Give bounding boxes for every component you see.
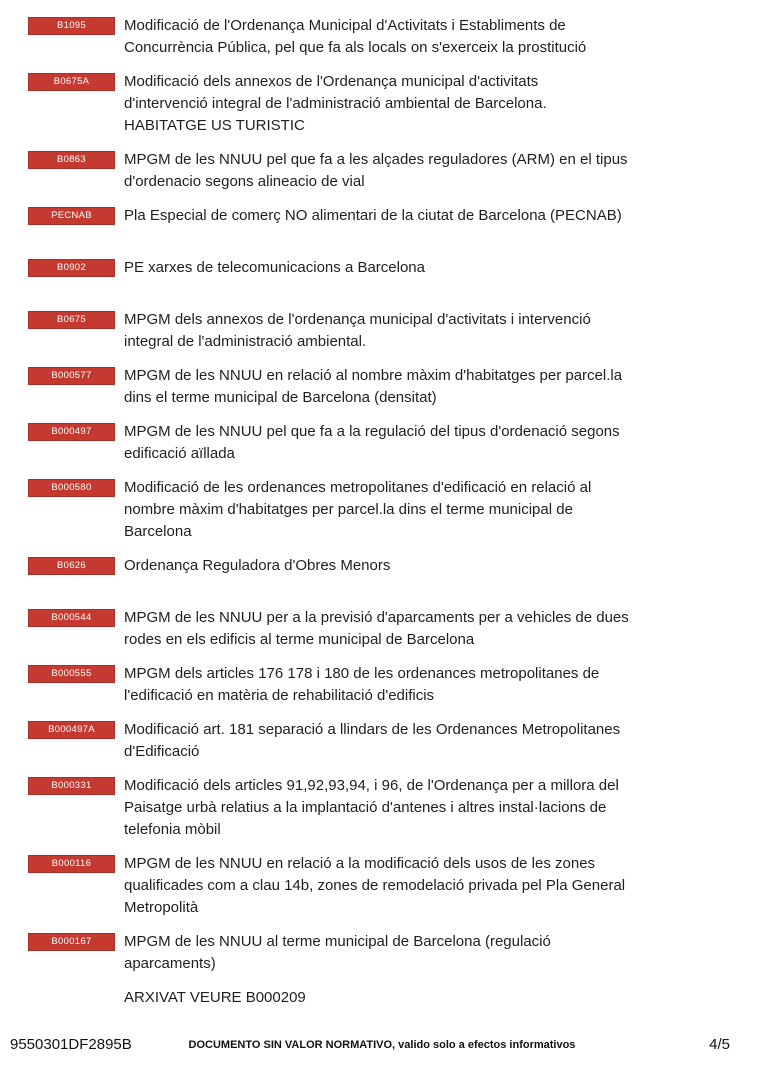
- code-badge: B000580: [28, 479, 115, 497]
- item-text-line: l'edificació en matèria de rehabilitació d'edificis: [124, 687, 435, 704]
- item-description: [124, 663, 599, 707]
- list-item: [28, 775, 734, 841]
- list-item: [28, 853, 734, 919]
- code-badge: B0675: [28, 311, 115, 329]
- page-footer: [0, 1036, 764, 1060]
- code-badge: B000497A: [28, 721, 115, 739]
- code-badge: B0626: [28, 557, 115, 575]
- item-text-line: rodes en els edificis al terme municipal de Barcelona: [124, 631, 475, 648]
- item-text-line: Modificació art. 181 separació a llindars de les Ordenances Metropolitanes: [124, 721, 621, 738]
- item-description: [124, 719, 620, 763]
- code-badge: B000577: [28, 367, 115, 385]
- item-text-line: PE xarxes de telecomunicacions a Barcelona: [124, 259, 425, 276]
- list-item: [28, 987, 734, 1027]
- item-text-line: nombre màxim d'habitatges per parcel.la dins el terme municipal de: [124, 501, 573, 518]
- item-text-line: HABITATGE US TURISTIC: [124, 117, 305, 134]
- item-description: [124, 775, 619, 841]
- item-text-line: edificació aïllada: [124, 445, 235, 462]
- item-text-line: d'ordenacio segons alineacio de vial: [124, 173, 365, 190]
- item-description: [124, 421, 620, 465]
- list-item: [28, 719, 734, 763]
- item-text-line: Modificació dels articles 91,92,93,94, i 96, de l'Ordenança per a millora del: [124, 777, 619, 794]
- code-badge: B0675A: [28, 73, 115, 91]
- code-badge: B000555: [28, 665, 115, 683]
- code-badge: B000331: [28, 777, 115, 795]
- item-text-line: ARXIVAT VEURE B000209: [124, 989, 306, 1006]
- item-text-line: Modificació de les ordenances metropolitanes d'edificació en relació al: [124, 479, 592, 496]
- item-text-line: integral de l'administració ambiental.: [124, 333, 367, 350]
- item-text-line: dins el terme municipal de Barcelona (densitat): [124, 389, 437, 406]
- item-text-line: Concurrència Pública, pel que fa als locals on s'exerceix la prostitució: [124, 39, 587, 56]
- item-text-line: aparcaments): [124, 955, 216, 972]
- item-description: [124, 71, 547, 137]
- item-text-line: MPGM de les NNUU en relació al nombre màxim d'habitatges per parcel.la: [124, 367, 623, 384]
- list-item: [28, 205, 734, 245]
- item-text-line: MPGM de les NNUU per a la previsió d'aparcaments per a vehicles de dues: [124, 609, 629, 626]
- item-text-line: MPGM dels articles 176 178 i 180 de les ordenances metropolitanes de: [124, 665, 600, 682]
- item-text-line: Ordenança Reguladora d'Obres Menors: [124, 557, 391, 574]
- code-badge: PECNAB: [28, 207, 115, 225]
- item-text-line: qualificades com a clau 14b, zones de remodelació privada pel Pla General: [124, 877, 626, 894]
- item-text-line: MPGM de les NNUU pel que fa a les alçades reguladores (ARM) en el tipus: [124, 151, 628, 168]
- item-text-line: Pla Especial de comerç NO alimentari de la ciutat de Barcelona (PECNAB): [124, 207, 622, 224]
- item-text-line: Metropolità: [124, 899, 199, 916]
- list-item: [28, 149, 734, 193]
- item-text-line: Paisatge urbà relatius a la implantació d'antenes i altres instal·lacions de: [124, 799, 607, 816]
- code-badge: B000544: [28, 609, 115, 627]
- item-text-line: Modificació de l'Ordenança Municipal d'Activitats i Establiments de: [124, 17, 566, 34]
- code-badge: B0902: [28, 259, 115, 277]
- list-item: [28, 15, 734, 59]
- item-description: [124, 987, 306, 1009]
- list-item: [28, 309, 734, 353]
- disclaimer-text: DOCUMENTO SIN VALOR NORMATIVO, valido solo a efectos informativos: [188, 1039, 576, 1051]
- item-text-line: d'intervenció integral de l'administració ambiental de Barcelona.: [124, 95, 547, 112]
- item-description: [124, 205, 622, 227]
- item-description: [124, 309, 591, 353]
- item-description: [124, 607, 629, 651]
- code-badge: B000497: [28, 423, 115, 441]
- item-description: [124, 931, 551, 975]
- item-text-line: d'Edificació: [124, 743, 200, 760]
- list-item: [28, 365, 734, 409]
- code-badge: B000167: [28, 933, 115, 951]
- list-item: [28, 555, 734, 595]
- item-description: [124, 477, 591, 543]
- item-description: [124, 15, 586, 59]
- code-badge: B000116: [28, 855, 115, 873]
- list-item: [28, 421, 734, 465]
- item-text-line: telefonia mòbil: [124, 821, 221, 838]
- item-description: [124, 853, 625, 919]
- item-description: [124, 555, 390, 577]
- code-badge: B1095: [28, 17, 115, 35]
- ordinance-list: [28, 15, 734, 1039]
- list-item: [28, 931, 734, 975]
- document-reference: 9550301DF2895B: [10, 1036, 132, 1053]
- list-item: [28, 257, 734, 297]
- code-badge: B0863: [28, 151, 115, 169]
- item-text-line: Barcelona: [124, 523, 192, 540]
- item-text-line: Modificació dels annexos de l'Ordenança municipal d'activitats: [124, 73, 539, 90]
- list-item: [28, 71, 734, 137]
- item-description: [124, 149, 628, 193]
- item-text-line: MPGM de les NNUU al terme municipal de Barcelona (regulació: [124, 933, 551, 950]
- list-item: [28, 477, 734, 543]
- list-item: [28, 663, 734, 707]
- item-text-line: MPGM de les NNUU en relació a la modificació dels usos de les zones: [124, 855, 596, 872]
- page-number: 4/5: [709, 1036, 730, 1053]
- list-item: [28, 607, 734, 651]
- item-text-line: MPGM de les NNUU pel que fa a la regulació del tipus d'ordenació segons: [124, 423, 620, 440]
- item-text-line: MPGM dels annexos de l'ordenança municipal d'activitats i intervenció: [124, 311, 591, 328]
- item-description: [124, 365, 622, 409]
- item-description: [124, 257, 425, 279]
